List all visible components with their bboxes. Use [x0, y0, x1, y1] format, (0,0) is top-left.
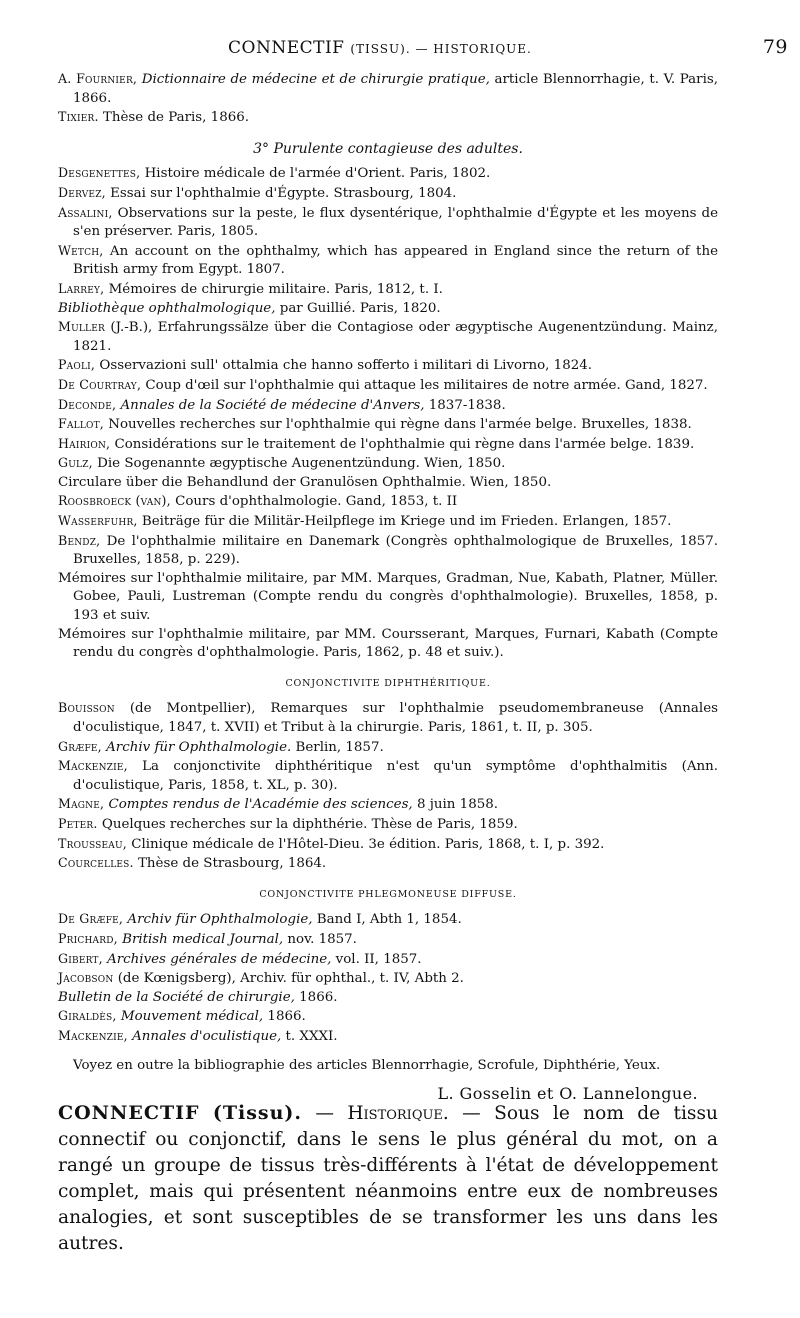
bib-author: Peter.: [58, 815, 98, 831]
bib-entry: [58, 435, 718, 455]
bib-text: Nouvelles recherches sur l'ophthalmie qui règne dans l'armée belge. Bruxelles, 1838.: [103, 417, 692, 433]
bib-author: De Græfe,: [58, 911, 124, 927]
bib-author: Giraldès,: [58, 1008, 117, 1024]
bib-entry: [58, 512, 718, 532]
bib-entry: [58, 835, 718, 855]
bib-text: Observations sur la peste, le flux dysentérique, l'ophthalmie d'Égypte et les moyens de s'en préserver. Paris, 1805.: [73, 205, 718, 240]
page-number: 79: [762, 36, 788, 58]
bib-entry: [58, 318, 718, 356]
bib-entry: [58, 454, 718, 474]
bib-author: Deconde,: [58, 396, 117, 412]
bib-text: La conjonctivite diphthéritique n'est qu'un symptôme d'ophthalmitis (Ann. d'oculistique, Paris, 1858, t. XL, p. 30).: [73, 759, 718, 793]
intro-text: — Sous le nom de tissu connectif ou conjonctif, dans le sens le plus général du mot, on a rangé un groupe de tissus très-différents à l'état de développement complet, mais qui présentent néanmoins entre eux de nombreuses analogies, et sont susceptibles de se transformer les uns dans les autres.: [58, 1103, 718, 1254]
bib-entry: [58, 969, 718, 989]
bib-text: 1866.: [263, 1009, 306, 1025]
bib-author: Trousseau,: [58, 835, 127, 851]
bib-author: Magne,: [58, 796, 105, 812]
section-diphtheritique: CONJONCTIVITE DIPHTHÉRITIQUE.: [285, 677, 491, 689]
bib-entry: [58, 356, 718, 376]
bib-author: Wasserfuhr,: [58, 513, 138, 529]
authors-signature: L. Gosselin et O. Lannelongue.: [437, 1084, 698, 1104]
bib-author: Desgenettes,: [58, 165, 141, 181]
bib-entry: [58, 757, 718, 795]
bib-text: t. XXXI.: [281, 1028, 338, 1044]
bib-title: Annales de la Société de médecine d'Anvers,: [120, 397, 425, 413]
entries-phlegmoneuse: [58, 910, 718, 1046]
bib-entry: [58, 738, 718, 758]
bib-entry: [58, 989, 718, 1008]
bib-entry: [58, 1007, 718, 1027]
bib-text: article Blennorrhagie, t. V. Paris, 1866.: [73, 72, 718, 106]
bib-text: Quelques recherches sur la diphthérie. Thèse de Paris, 1859.: [97, 816, 518, 832]
bib-author: Wetch,: [58, 242, 104, 258]
bib-title: British medical Journal,: [122, 931, 284, 947]
bib-author: De Courtray,: [58, 376, 142, 392]
bib-text: Thèse de Strasbourg, 1864.: [133, 856, 327, 872]
bib-author: Assalini,: [58, 204, 113, 220]
article-intro: [58, 1100, 718, 1257]
bib-entry: [58, 164, 718, 184]
bib-entry: [58, 184, 718, 204]
bib-author: Bouisson: [58, 700, 115, 716]
bib-author: Fallot,: [58, 416, 104, 432]
bibliography: [58, 70, 718, 1104]
bib-entry: [58, 280, 718, 300]
bib-text: Considérations sur le traitement de l'ophthalmie qui règne dans l'armée belge. 1839.: [110, 436, 695, 452]
header-title: [228, 38, 532, 58]
bib-author: Bendz,: [58, 532, 101, 548]
bib-title: Bibliothèque ophthalmologique,: [58, 300, 276, 316]
bib-author: Prichard,: [58, 930, 118, 946]
bib-title: Annales d'oculistique,: [132, 1028, 282, 1044]
voyez-note: Voyez en outre la bibliographie des articles Blennorrhagie, Scrofule, Diphthérie, Yeux.: [73, 1057, 661, 1073]
article-heading-sub: (Tissu).: [212, 1102, 303, 1124]
bib-text: Cours d'ophthalmologie. Gand, 1853, t. II: [170, 494, 458, 510]
bib-text: 1837-1838.: [424, 397, 506, 413]
bib-entry: [58, 950, 718, 970]
bib-author: Roosbroeck (van),: [58, 493, 171, 509]
bib-author: Gulz,: [58, 455, 93, 471]
bib-text: Thèse de Paris, 1866.: [98, 110, 250, 126]
bib-text: Band I, Abth 1, 1854.: [312, 912, 462, 928]
bib-text: (J.-B.), Erfahrungssälze über die Contagiose oder ægyptische Augenentzündung. Mainz, 1821.: [73, 320, 718, 354]
header-title-sub: (TISSU).: [350, 42, 411, 56]
bib-author: Hairion,: [58, 435, 111, 451]
bib-entry: [58, 699, 718, 737]
bib-author: Mackenzie,: [58, 1027, 128, 1043]
running-header: [58, 36, 788, 66]
bib-entry: [58, 1027, 718, 1047]
bib-text: An account on the ophthalmy, which has appeared in England since the return of the British army from Egypt. 1807.: [73, 243, 718, 278]
bib-entry: [58, 626, 718, 663]
bib-title: Bulletin de la Société de chirurgie,: [58, 989, 295, 1005]
header-title-main: CONNECTIF: [228, 38, 345, 58]
bib-entry: [58, 204, 718, 242]
bib-author: Courcelles.: [58, 855, 134, 871]
intro-dash: —: [302, 1103, 348, 1124]
bib-entry: [58, 300, 718, 319]
bib-text: Osservazioni sull' ottalmia che hanno sofferto i militari di Livorno, 1824.: [95, 358, 593, 374]
bib-title: Mouvement médical,: [120, 1009, 264, 1025]
bib-text: Circulare über die Behandlund der Granulösen Ophthalmie. Wien, 1850.: [58, 474, 552, 490]
bib-entry: [58, 910, 718, 930]
bib-text: Clinique médicale de l'Hôtel-Dieu. 3e édition. Paris, 1868, t. I, p. 392.: [126, 836, 605, 852]
bib-entry: [58, 396, 718, 416]
header-title-rest: — HISTORIQUE.: [410, 42, 532, 56]
bib-text: Coup d'œil sur l'ophthalmie qui attaque les militaires de notre armée. Gand, 1827.: [141, 377, 708, 393]
bib-text: (de Montpellier), Remarques sur l'ophthalmie pseudomembraneuse (Annales d'oculistique, 1847, t. XVII) et Tribut à la chirurgie. Paris, 1861, t. II, p. 305.: [73, 701, 718, 735]
bib-title: Archiv für Ophthalmologie.: [106, 739, 292, 755]
bib-title: Comptes rendus de l'Académie des sciences,: [108, 797, 413, 813]
bib-author: Jacobson: [58, 970, 114, 986]
bib-author: Dervez,: [58, 184, 106, 200]
bib-author: Græfe,: [58, 738, 102, 754]
bib-title: Archives générales de médecine,: [107, 951, 332, 967]
entries-top: [58, 70, 718, 128]
bib-entry: [58, 815, 718, 835]
bib-text: Histoire médicale de l'armée d'Orient. Paris, 1802.: [140, 166, 491, 182]
bib-entry: [58, 570, 718, 626]
bib-text: De l'ophthalmie militaire en Danemark (Congrès ophthalmologique de Bruxelles, 1857. Bruxelles, 1858, p. 229).: [73, 533, 718, 568]
bib-entry: [58, 376, 718, 396]
article-heading: CONNECTIF: [58, 1102, 200, 1124]
bib-entry: [58, 415, 718, 435]
entries-purulente: [58, 164, 718, 662]
bib-author: Gibert,: [58, 950, 103, 966]
bib-author: Tixier.: [58, 109, 99, 125]
bib-text: Mémoires sur l'ophthalmie militaire, par MM. Marques, Gradman, Nue, Kabath, Platner, Müller. Gobee, Pauli, Lustreman (Compte rendu du congrès d'ophthalmologie). Bruxelles, 1858, p. 193 et suiv.: [58, 570, 718, 624]
bib-entry: [58, 474, 718, 493]
bib-author: Mackenzie,: [58, 758, 128, 774]
bib-title: Archiv für Ophthalmologie,: [127, 912, 313, 928]
bib-entry: [58, 70, 718, 108]
bib-text: par Guillié. Paris, 1820.: [275, 300, 441, 316]
bib-text: Essai sur l'ophthalmie d'Égypte. Strasbourg, 1804.: [105, 185, 457, 201]
bib-author: Muller: [58, 319, 105, 335]
bib-text: Beiträge für die Militär-Heilpflege im Kriege und im Frieden. Erlangen, 1857.: [137, 514, 672, 530]
bib-author: A. Fournier,: [58, 71, 138, 86]
bib-text: Berlin, 1857.: [291, 739, 384, 755]
bib-entry: [58, 854, 718, 874]
bib-text: (de Kœnigsberg), Archiv. für ophthal., t. IV, Abth 2.: [113, 971, 464, 987]
entries-diphtheritique: [58, 699, 718, 873]
bib-text: nov. 1857.: [283, 931, 357, 947]
historique-label: Historique.: [347, 1103, 449, 1124]
bib-entry: [58, 492, 718, 512]
bib-text: Mémoires de chirurgie militaire. Paris, 1812, t. I.: [104, 281, 443, 297]
bib-entry: [58, 532, 718, 570]
bib-text: 8 juin 1858.: [412, 797, 499, 813]
bib-text: Die Sogenannte ægyptische Augenentzündung. Wien, 1850.: [92, 456, 506, 472]
bib-title: Dictionnaire de médecine et de chirurgie pratique,: [141, 72, 490, 87]
bib-author: Paoli,: [58, 357, 96, 373]
bib-text: 1866.: [294, 989, 338, 1005]
bib-entry: [58, 795, 718, 815]
subheading-purulente: 3° Purulente contagieuse des adultes.: [253, 140, 523, 157]
bib-text: Mémoires sur l'ophthalmie militaire, par MM. Coursserant, Marques, Furnari, Kabath (Compte rendu du congrès d'ophthalmologie. Paris, 1862, p. 48 et suiv.).: [58, 626, 718, 661]
bib-entry: [58, 242, 718, 280]
bib-entry: [58, 930, 718, 950]
bib-author: Larrey,: [58, 280, 105, 296]
bib-text: vol. II, 1857.: [331, 951, 422, 967]
section-phlegmoneuse: CONJONCTIVITE PHLEGMONEUSE DIFFUSE.: [259, 888, 517, 900]
bib-entry: [58, 108, 718, 128]
